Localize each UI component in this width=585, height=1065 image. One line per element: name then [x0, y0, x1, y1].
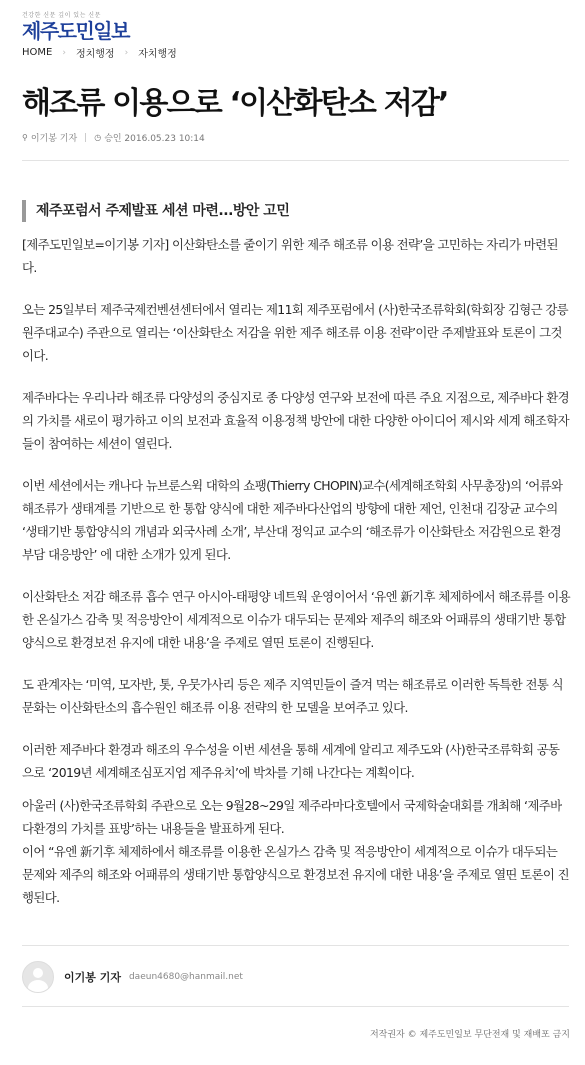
- person-icon: ⚲: [22, 133, 28, 142]
- article-paragraph: [제주도민일보=이기봉 기자] 이산화탄소를 줄이기 위한 제주 해조류 이용 전략’을 고민하는 자리가 마련된다.: [22, 237, 558, 275]
- article-body: [22, 233, 570, 909]
- chevron-right-icon: ›: [62, 47, 66, 58]
- breadcrumb-home[interactable]: HOME: [22, 47, 53, 58]
- avatar: [22, 961, 54, 993]
- breadcrumb: [22, 45, 177, 60]
- author-email[interactable]: daeun4680@hanmail.net: [128, 972, 243, 982]
- article-paragraph: 이번 세션에서는 캐나다 뉴브룬스윅 대학의 쇼팽(Thierry CHOPIN)교수(세계해조학회 사무총장)의 ‘어류와 해조류가 생태계를 기반으로 한 통합 양식에 대한 제주바다산업의 방향에 대한 제언, 인천대 김장균 교수의 ‘생태기반 통합양식의 개념과 외국사례 소개’, 부산대 정익교 교수의 ‘해조류가 이산화탄소 저감원으로 환경부담 대응방안’ 에 대한 소개가 있게 된다.: [22, 478, 563, 562]
- approved-date: 승인 2016.05.23 10:14: [104, 134, 205, 144]
- author-bottom-divider: [22, 1006, 569, 1007]
- author-top-divider: [22, 945, 569, 946]
- article-paragraph: 이어 “유엔 新기후 체제하에서 해조류를 이용한 온실가스 감축 및 적응방안이 세계적으로 이슈가 대두되는 문제와 제주의 해조와 어패류의 생태기반 통합양식으로 환경보전 유지에 대한 내용’을 주제로 열띤 토론이 진행된다.: [22, 844, 569, 905]
- clock-icon: ◷: [94, 133, 102, 142]
- reporter-name[interactable]: 이기봉 기자: [30, 134, 78, 144]
- article-paragraph: 오는 25일부터 제주국제컨벤션센터에서 열리는 제11회 제주포럼에서 (사)한국조류학회(학회장 김형근 강릉원주대교수) 주관으로 열리는 ‘이산화탄소 저감을 위한 제주 해조류 이용 전략’이란 주제발표와 토론이 그것이다.: [22, 302, 569, 363]
- title-divider: [22, 160, 569, 161]
- article-paragraph: 도 관계자는 ‘미역, 모자반, 톳, 우뭇가사리 등은 제주 지역민들이 즐겨 먹는 해조류로 이러한 독특한 전통 식문화는 이산화탄소의 흡수원인 해조류 이용 전략의 한 모델을 보여주고 있다.: [22, 677, 563, 715]
- breadcrumb-section[interactable]: 정치행정: [75, 49, 115, 60]
- copyright-notice: 저작권자 © 제주도민일보 무단전재 및 재배포 금지: [369, 1030, 570, 1040]
- article-paragraph: 이산화탄소 저감 해조류 흡수 연구 아시아-태평양 네트웍 운영이어서 ‘유엔 新기후 체제하에서 해조류를 이용한 온실가스 감축 및 적응방안이 세계적으로 이슈가 대두되는 문제와 제주의 해조와 어패류의 생태기반 통합양식으로 환경보전 유지에 대한 내용’을 주제로 열띤 토론이 진행된다.: [22, 589, 570, 650]
- article-title: 해조류 이용으로 ‘이산화탄소 저감’: [22, 86, 448, 121]
- article-paragraph: 아울러 (사)한국조류학회 주관으로 오는 9월28~29일 제주라마다호텔에서 국제학술대회를 개최해 ‘제주바다환경의 가치를 표방’하는 내용들을 발표하게 된다.: [22, 798, 562, 836]
- site-tagline: 건강한 신문 깊이 있는 신문: [22, 12, 101, 19]
- article-subtitle: 제주포럼서 주제발표 세션 마련...방안 고민: [22, 200, 289, 222]
- meta-divider: [85, 133, 86, 142]
- article-paragraph: 제주바다는 우리나라 해조류 다양성의 중심지로 종 다양성 연구와 보전에 따른 주요 지점으로, 제주바다 환경의 가치를 새로이 평가하고 이의 보전과 효율적 이용정책 방안에 대한 다양한 아이디어 제시와 세계 해조학자들이 참여하는 세션이 열린다.: [22, 390, 569, 451]
- article-paragraph: 이러한 제주바다 환경과 해조의 우수성을 이번 세션을 통해 세계에 알리고 제주도와 (사)한국조류학회 공동으로 ‘2019년 세계해조심포지엄 제주유치’에 박차를 기해 나간다는 계획이다.: [22, 742, 560, 780]
- author-name[interactable]: 이기봉 기자: [64, 971, 121, 984]
- breadcrumb-subsection[interactable]: 자치행정: [138, 49, 177, 60]
- site-name: 제주도민일보: [22, 19, 129, 43]
- author-box: [22, 961, 243, 993]
- site-logo[interactable]: [22, 10, 129, 42]
- article-meta: [22, 131, 205, 144]
- chevron-right-icon: ›: [124, 47, 129, 58]
